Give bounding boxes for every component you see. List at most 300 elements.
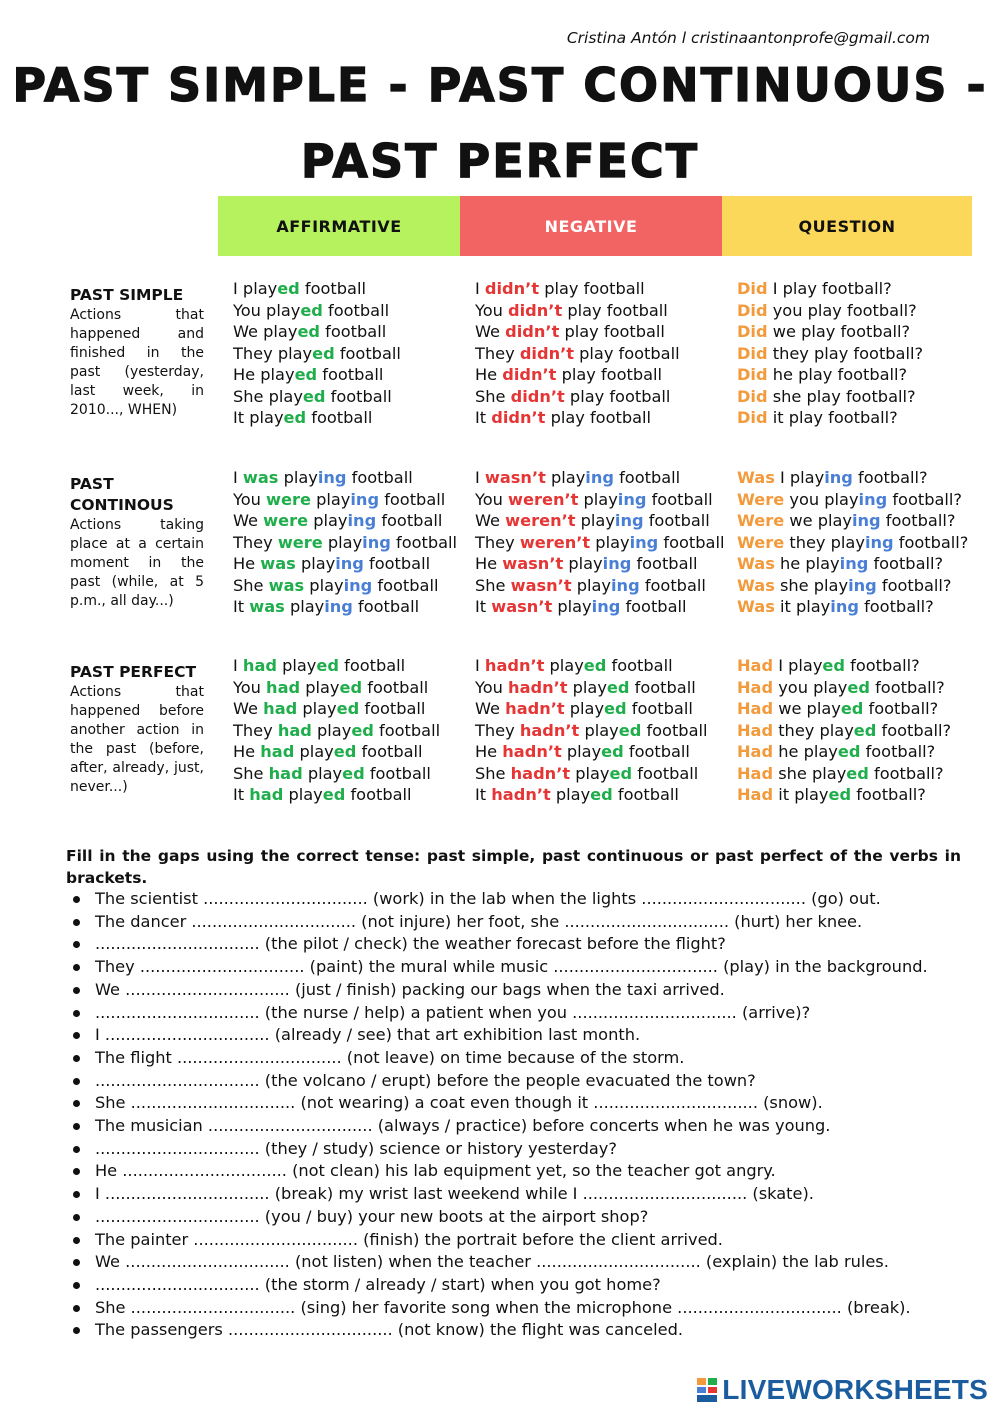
tense-name: PAST CONTINOUS — [70, 475, 174, 514]
conjugation-row — [475, 532, 724, 554]
conjugation-row — [475, 278, 680, 300]
page-title-line-1: PAST SIMPLE - PAST CONTINUOUS - — [12, 58, 988, 112]
logo-text: LIVEWORKSHEETS — [722, 1374, 988, 1405]
row-text: you play football? — [767, 300, 917, 320]
conjugation-row — [737, 720, 951, 742]
row-text: football? — [893, 532, 969, 552]
exercise-item: I ................................ (already / see) that art exhibition last month. — [68, 1024, 958, 1047]
conjugation-row — [475, 720, 708, 742]
row-text: he play — [773, 742, 838, 761]
exercise-list — [68, 888, 958, 1342]
highlighted-word: ed — [277, 279, 300, 298]
row-text: They — [475, 532, 520, 552]
row-text: He — [475, 742, 503, 761]
highlighted-word: Were — [737, 489, 785, 509]
tense-usage: Actions that happened and finished in the past (yesterday, last week, in 2010..., WHEN) — [70, 307, 204, 418]
conjugation-row — [233, 575, 457, 597]
exercise-item: We ................................ (just / finish) packing our bags when the taxi arrived. — [68, 979, 958, 1002]
exercise-item: I ................................ (break) my wrist last weekend while I ................................ (skate). — [68, 1183, 958, 1206]
highlighted-word: was — [249, 597, 285, 616]
row-text: It play — [233, 408, 284, 427]
highlighted-word: wasn’t — [510, 575, 572, 595]
highlighted-word: had — [260, 742, 295, 761]
conjugation-row — [737, 278, 923, 300]
conjugation-row — [475, 467, 724, 489]
row-text: it play — [774, 597, 831, 616]
highlighted-word: were — [263, 511, 309, 530]
highlighted-word: had — [266, 677, 301, 697]
row-text: We play — [233, 322, 298, 341]
row-text: football — [606, 656, 673, 675]
exercise-item: The painter ................................ (finish) the portrait before the client arrived. — [68, 1229, 958, 1252]
highlighted-word: ing — [602, 554, 632, 573]
row-text: I — [475, 279, 485, 298]
highlighted-word: ed — [828, 785, 852, 804]
row-text: they play — [784, 532, 865, 552]
highlighted-word: had — [263, 699, 298, 718]
highlighted-word: was — [242, 468, 279, 487]
exercise-item: He ................................ (not clean) his lab equipment yet, so the teacher got angry. — [68, 1160, 958, 1183]
affirmative-column — [233, 655, 440, 806]
conjugation-row — [233, 532, 457, 554]
highlighted-word: were — [277, 532, 323, 552]
tense-usage: Actions that happened before another action in the past (before, after, already, just, never...) — [70, 684, 204, 795]
highlighted-word: wasn’t — [502, 554, 564, 573]
row-text: play — [311, 720, 352, 740]
highlighted-word: ing — [347, 511, 377, 530]
highlighted-word: ed — [837, 742, 861, 761]
highlighted-word: ed — [604, 699, 627, 718]
row-text: we play — [773, 699, 841, 718]
row-text: football — [372, 575, 439, 595]
conjugation-row — [737, 467, 968, 489]
negative-column — [475, 467, 724, 618]
row-text: I play — [773, 656, 823, 675]
conjugation-row — [475, 386, 680, 408]
highlighted-word: ing — [830, 597, 859, 616]
highlighted-word: Did — [737, 300, 768, 320]
exercise-item: ................................ (the storm / already / start) when you got home? — [68, 1274, 958, 1297]
highlighted-word: ing — [858, 489, 888, 509]
conjugation-row — [475, 698, 708, 720]
row-text: play football — [562, 300, 668, 320]
exercise-item: The scientist ................................ (work) in the lab when the lights ................................ (go) out. — [68, 888, 958, 911]
conjugation-row — [233, 300, 401, 322]
conjugation-row — [737, 532, 968, 554]
row-text: it play — [773, 785, 829, 804]
highlighted-word: didn’t — [508, 300, 563, 320]
row-text: you play — [773, 677, 848, 697]
row-text: We — [475, 699, 506, 718]
row-text: You — [475, 677, 509, 697]
highlighted-word: ed — [312, 343, 335, 363]
highlighted-word: ed — [294, 365, 318, 384]
row-text: football? — [868, 763, 944, 783]
highlighted-word: ed — [606, 677, 630, 697]
conjugation-row — [737, 321, 923, 343]
row-text: We — [233, 699, 264, 718]
row-text: play football — [573, 343, 680, 363]
question-column — [737, 467, 968, 618]
highlighted-word: Had — [737, 763, 774, 783]
tense-description — [70, 285, 204, 420]
row-text: football — [658, 532, 725, 552]
row-text: I play football? — [767, 279, 892, 298]
row-text: football — [390, 532, 458, 552]
row-text: play football — [559, 322, 665, 341]
row-text: football? — [858, 597, 934, 616]
highlighted-word: didn’t — [502, 365, 557, 384]
row-text: play — [278, 468, 318, 487]
row-text: they play football? — [767, 343, 924, 363]
highlighted-word: ing — [617, 489, 647, 509]
conjugation-row — [737, 489, 968, 511]
highlighted-word: ing — [343, 575, 373, 595]
row-text: He — [233, 742, 261, 761]
highlighted-word: didn’t — [510, 386, 565, 406]
highlighted-word: wasn’t — [484, 468, 546, 487]
conjugation-row — [233, 321, 401, 343]
row-text: football? — [868, 554, 944, 573]
highlighted-word: ing — [851, 511, 881, 530]
conjugation-row — [475, 510, 724, 532]
highlighted-word: hadn’t — [484, 656, 545, 675]
header-affirmative: AFFIRMATIVE — [218, 196, 460, 256]
highlighted-word: Did — [737, 408, 768, 427]
exercise-item: We ................................ (not listen) when the teacher ................................ (explain) the lab rules. — [68, 1251, 958, 1274]
highlighted-word: ed — [351, 720, 374, 740]
row-text: play football — [539, 279, 645, 298]
row-text: football — [612, 785, 679, 804]
row-text: He — [475, 365, 503, 384]
highlighted-word: ing — [350, 489, 380, 509]
row-text: She — [475, 386, 511, 406]
highlighted-word: Had — [737, 677, 774, 697]
row-text: play — [302, 763, 343, 783]
row-text: football? — [887, 489, 962, 509]
exercise-item: She ................................ (not wearing) a coat even though it ................................ (snow). — [68, 1092, 958, 1115]
highlighted-word: weren’t — [519, 532, 591, 552]
row-text: football — [325, 386, 392, 406]
highlighted-word: ed — [840, 699, 864, 718]
row-text: She — [233, 575, 269, 595]
highlighted-word: were — [266, 489, 311, 509]
affirmative-column — [233, 467, 457, 618]
tense-description — [70, 474, 204, 611]
row-text: It — [233, 785, 250, 804]
highlighted-word: Did — [737, 386, 768, 406]
row-text: football — [631, 554, 698, 573]
highlighted-word: Did — [737, 279, 768, 298]
row-text: play — [295, 554, 336, 573]
row-text: play football — [564, 386, 671, 406]
highlighted-word: hadn’t — [491, 785, 551, 804]
conjugation-row — [737, 741, 951, 763]
liveworksheets-logo[interactable] — [697, 1374, 988, 1406]
row-text: play football — [545, 408, 652, 427]
row-text: You play — [233, 300, 301, 320]
row-text: play — [544, 656, 584, 675]
row-text: We — [475, 511, 506, 530]
header-question: QUESTION — [722, 196, 972, 256]
row-text: football? — [851, 785, 926, 804]
highlighted-word: Had — [737, 720, 774, 740]
row-text: football? — [876, 575, 952, 595]
conjugation-row — [737, 575, 968, 597]
row-text: football — [359, 699, 426, 718]
row-text: play — [567, 677, 607, 697]
highlighted-word: ing — [611, 575, 640, 595]
row-text: You — [475, 489, 509, 509]
highlighted-word: didn’t — [505, 322, 560, 341]
row-text: It — [475, 597, 492, 616]
tense-name: PAST PERFECT — [70, 663, 197, 681]
conjugation-row — [233, 720, 440, 742]
liveworksheets-logo-icon — [697, 1378, 717, 1402]
row-text: play — [300, 677, 340, 697]
page-title-line-2: PAST PERFECT — [300, 134, 700, 188]
exercise-item: ................................ (the pilot / check) the weather forecast before the flight? — [68, 933, 958, 956]
conjugation-row — [737, 407, 923, 429]
row-text: football — [364, 763, 431, 783]
row-text: He — [475, 554, 503, 573]
row-text: She — [475, 763, 511, 783]
highlighted-word: didn’t — [491, 408, 546, 427]
row-text: football — [338, 656, 406, 675]
highlighted-word: ed — [300, 300, 323, 320]
row-text: football — [376, 511, 443, 530]
row-text: it play football? — [767, 408, 898, 427]
highlighted-word: hadn’t — [505, 699, 565, 718]
conjugation-row — [737, 510, 968, 532]
row-text: play — [564, 699, 605, 718]
conjugation-row — [233, 278, 401, 300]
row-text: play — [570, 763, 610, 783]
row-text: football — [613, 468, 681, 487]
exercise-item: ................................ (the nurse / help) a patient when you ................................ (arrive)? — [68, 1002, 958, 1025]
highlighted-word: hadn’t — [510, 763, 571, 783]
negative-column — [475, 655, 708, 806]
highlighted-word: Had — [737, 742, 774, 761]
row-text: You — [475, 300, 509, 320]
row-text: I — [233, 656, 243, 675]
row-text: They — [475, 720, 520, 740]
highlighted-word: ed — [297, 322, 321, 341]
highlighted-word: ing — [839, 554, 869, 573]
highlighted-word: Was — [737, 554, 775, 573]
conjugation-row — [233, 364, 401, 386]
conjugation-row — [737, 364, 923, 386]
row-text: football — [626, 699, 693, 718]
conjugation-row — [475, 741, 708, 763]
conjugation-row — [233, 698, 440, 720]
row-text: football? — [876, 720, 952, 740]
row-text: They — [475, 343, 520, 363]
row-text: football — [362, 677, 429, 697]
highlighted-word: hadn’t — [508, 677, 568, 697]
row-text: she play football? — [767, 386, 916, 406]
row-text: football? — [869, 677, 945, 697]
row-text: play — [552, 597, 592, 616]
row-text: play — [276, 656, 317, 675]
row-text: play — [310, 489, 351, 509]
highlighted-word: Was — [737, 597, 775, 616]
highlighted-word: ing — [824, 468, 853, 487]
row-text: play — [283, 785, 323, 804]
row-text: football — [379, 489, 446, 509]
row-text: play — [297, 699, 337, 718]
row-text: I — [475, 468, 485, 487]
row-text: football — [643, 511, 710, 530]
conjugation-row — [233, 763, 440, 785]
highlighted-word: had — [268, 763, 303, 783]
row-text: football — [623, 742, 690, 761]
highlighted-word: had — [277, 720, 312, 740]
highlighted-word: ed — [583, 656, 607, 675]
highlighted-word: was — [260, 554, 296, 573]
highlighted-word: Had — [737, 656, 774, 675]
highlighted-word: wasn’t — [491, 597, 553, 616]
question-column — [737, 655, 951, 806]
highlighted-word: ing — [317, 468, 347, 487]
exercise-instructions: Fill in the gaps using the correct tense: past simple, past continuous or past perfect of the verbs in brackets. — [66, 847, 961, 887]
conjugation-row — [475, 343, 680, 365]
row-text: It — [233, 597, 250, 616]
row-text: football — [306, 408, 373, 427]
row-text: play football — [556, 365, 663, 384]
exercise-item: The dancer ................................ (not injure) her foot, she ................................ (hurt) her knee. — [68, 911, 958, 934]
row-text: football? — [852, 468, 928, 487]
highlighted-word: ing — [324, 597, 353, 616]
row-text: You — [233, 489, 267, 509]
highlighted-word: ed — [336, 699, 360, 718]
highlighted-word: ed — [339, 677, 363, 697]
highlighted-word: ed — [302, 386, 326, 406]
exercise-item: They ................................ (paint) the mural while music ................................ (play) in the background. — [68, 956, 958, 979]
row-text: she play — [774, 575, 849, 595]
conjugation-row — [233, 596, 457, 618]
row-text: He — [233, 554, 261, 573]
row-text: He play — [233, 365, 295, 384]
row-text: football? — [880, 511, 956, 530]
row-text: play — [563, 554, 603, 573]
row-text: football — [646, 489, 713, 509]
conjugation-row — [475, 489, 724, 511]
conjugation-row — [737, 655, 951, 677]
highlighted-word: ed — [322, 785, 346, 804]
conjugation-row — [475, 575, 724, 597]
row-text: she play — [773, 763, 847, 783]
highlighted-word: was — [268, 575, 305, 595]
highlighted-word: Did — [737, 322, 768, 341]
highlighted-word: didn’t — [519, 343, 574, 363]
highlighted-word: ing — [848, 575, 877, 595]
row-text: I play — [774, 468, 825, 487]
highlighted-word: ing — [864, 532, 894, 552]
highlighted-word: ed — [590, 785, 613, 804]
highlighted-word: didn’t — [484, 279, 540, 298]
author-credit: Cristina Antón l cristinaantonprofe@gmail.com — [566, 29, 930, 47]
row-text: football — [641, 720, 708, 740]
conjugation-row — [233, 677, 440, 699]
row-text: he play — [774, 554, 840, 573]
conjugation-row — [233, 489, 457, 511]
highlighted-word: ing — [362, 532, 391, 552]
highlighted-word: Was — [737, 468, 775, 487]
conjugation-row — [475, 655, 708, 677]
row-text: They — [233, 720, 278, 740]
row-text: football? — [860, 742, 936, 761]
highlighted-word: ed — [316, 656, 339, 675]
highlighted-word: Were — [737, 532, 785, 552]
row-text: we play — [784, 511, 852, 530]
row-text: play — [571, 575, 611, 595]
row-text: we play football? — [767, 322, 911, 341]
highlighted-word: weren’t — [508, 489, 579, 509]
exercise-item: She ................................ (sing) her favorite song when the microphone ................................ (break). — [68, 1297, 958, 1320]
conjugation-row — [233, 655, 440, 677]
header-negative: NEGATIVE — [460, 196, 722, 256]
conjugation-row — [475, 763, 708, 785]
row-text: They — [233, 532, 278, 552]
conjugation-row — [737, 343, 923, 365]
highlighted-word: Did — [737, 343, 768, 363]
row-text: football — [320, 322, 387, 341]
row-text: She — [233, 763, 269, 783]
row-text: football — [317, 365, 384, 384]
row-text: football? — [863, 699, 939, 718]
row-text: play — [284, 597, 325, 616]
tense-name: PAST SIMPLE — [70, 286, 184, 304]
exercise-item: The passengers ................................ (not know) the flight was canceled. — [68, 1319, 958, 1342]
row-text: he play football? — [767, 365, 908, 384]
highlighted-word: ed — [846, 763, 869, 783]
conjugation-row — [737, 698, 951, 720]
row-text: play — [322, 532, 363, 552]
highlighted-word: ed — [601, 742, 624, 761]
row-text: football — [334, 343, 401, 363]
exercise-item: The flight ................................ (not leave) on time because of the storm. — [68, 1047, 958, 1070]
highlighted-word: ed — [847, 677, 870, 697]
exercise-item: ................................ (they / study) science or history yesterday? — [68, 1138, 958, 1161]
row-text: She play — [233, 386, 303, 406]
conjugation-row — [475, 596, 724, 618]
highlighted-word: ed — [609, 763, 633, 783]
row-text: play — [294, 742, 334, 761]
highlighted-word: hadn’t — [519, 720, 580, 740]
row-text: play — [578, 489, 618, 509]
conjugation-row — [233, 784, 440, 806]
conjugation-row — [233, 510, 457, 532]
conjugation-row — [233, 553, 457, 575]
row-text: We — [233, 511, 264, 530]
exercise-item: ................................ (you / buy) your new boots at the airport shop? — [68, 1206, 958, 1229]
highlighted-word: Was — [737, 575, 775, 595]
exercise-item: The musician ................................ (always / practice) before concerts when he was young. — [68, 1115, 958, 1138]
highlighted-word: ed — [822, 656, 845, 675]
conjugation-row — [737, 386, 923, 408]
row-text: play — [304, 575, 344, 595]
highlighted-word: ed — [283, 408, 307, 427]
conjugation-row — [737, 300, 923, 322]
row-text: I — [475, 656, 485, 675]
conjugation-row — [475, 300, 680, 322]
conjugation-row — [737, 763, 951, 785]
highlighted-word: had — [242, 656, 277, 675]
row-text: football — [639, 575, 706, 595]
row-text: play — [550, 785, 591, 804]
highlighted-word: ed — [618, 720, 642, 740]
